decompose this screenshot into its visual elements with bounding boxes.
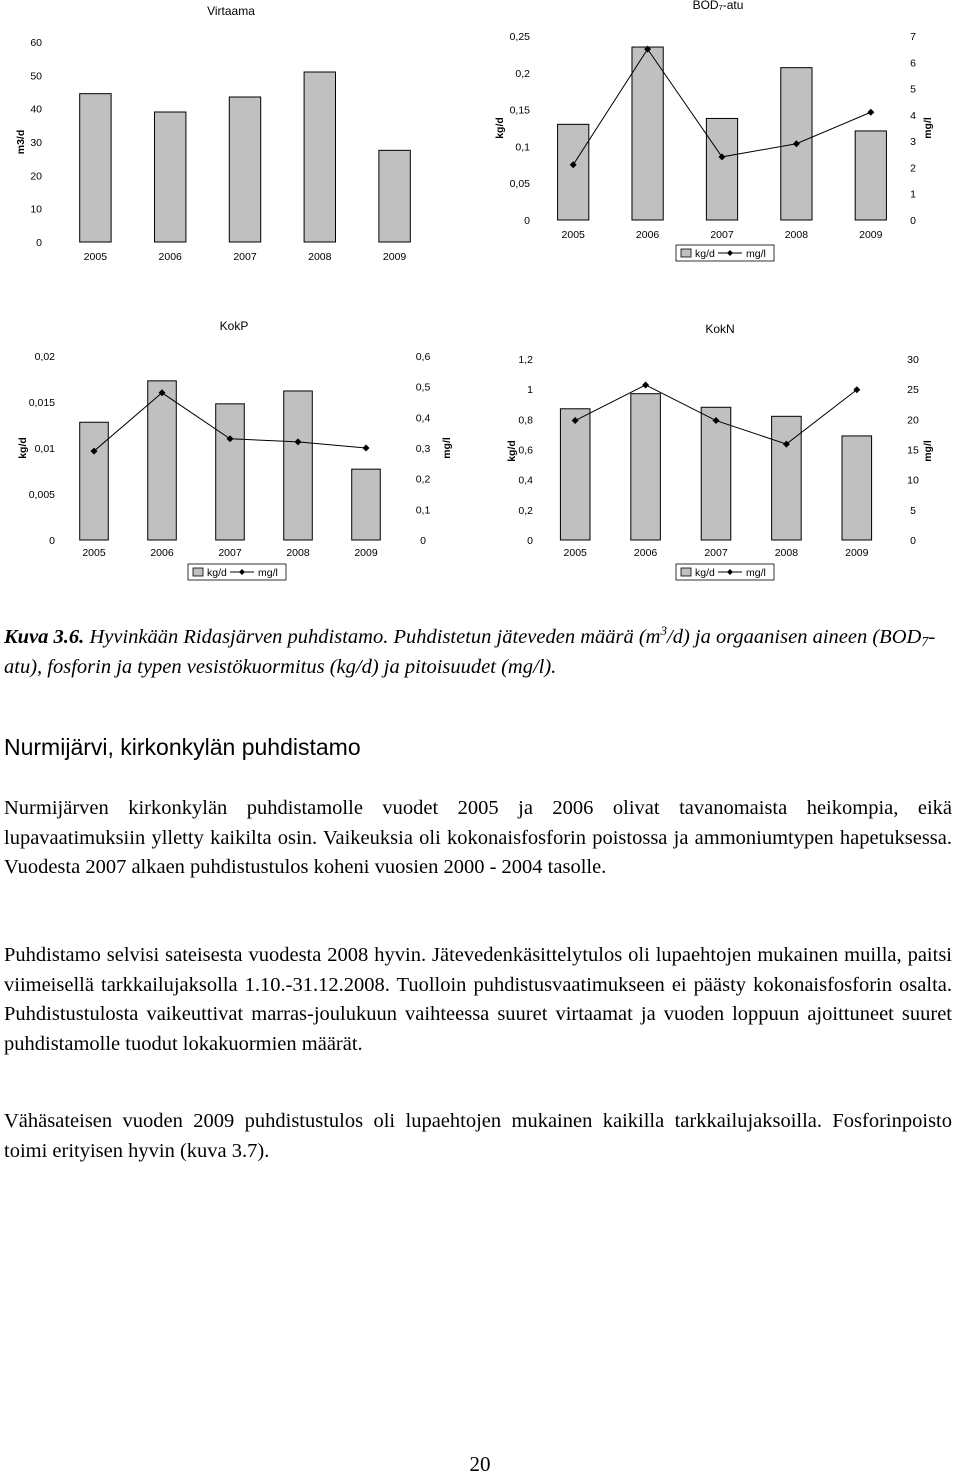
y-tick-label: 0,4 xyxy=(518,474,533,487)
bar-2008 xyxy=(772,416,802,540)
bar-2006 xyxy=(631,394,661,540)
x-tick-label: 2008 xyxy=(286,547,310,559)
chart-title: BOD₇-atu xyxy=(692,0,744,12)
legend-label-kg-d: kg/d xyxy=(695,248,715,260)
y2-tick-label: 0,4 xyxy=(415,412,431,425)
legend-bar-swatch xyxy=(681,568,691,576)
chart-title: Virtaama xyxy=(207,4,255,18)
x-tick-label: 2008 xyxy=(308,251,332,263)
y2-tick-label: 4 xyxy=(910,109,916,122)
y-tick-label: 0,15 xyxy=(509,104,530,117)
y-tick-label: 0,2 xyxy=(518,504,533,517)
x-tick-label: 2009 xyxy=(354,547,378,559)
legend-label-mg-l: mg/l xyxy=(746,248,766,260)
y2-tick-label: 0,2 xyxy=(415,473,431,486)
x-tick-label: 2005 xyxy=(561,229,585,241)
x-tick-label: 2009 xyxy=(845,547,869,559)
x-tick-label: 2006 xyxy=(633,547,658,559)
figure-caption xyxy=(4,622,952,682)
y2-tick-label: 15 xyxy=(907,444,919,457)
y-tick-label: 0 xyxy=(524,215,530,227)
y-tick-label: 60 xyxy=(30,37,42,49)
caption-text-3: -atu), fosforin ja typen vesistökuormitus (kg/d) ja pitoisuudet (mg/l). xyxy=(4,626,936,678)
x-tick-label: 2008 xyxy=(774,547,799,559)
legend-marker xyxy=(727,569,733,575)
y-tick-label: 30 xyxy=(30,137,42,149)
x-tick-label: 2006 xyxy=(158,251,182,263)
mg-l-point-2006 xyxy=(642,381,649,388)
section-heading: Nurmijärvi, kirkonkylän puhdistamo xyxy=(4,734,361,760)
y2-tick-label: 0,1 xyxy=(415,504,431,517)
y-tick-label: 0,005 xyxy=(28,489,55,501)
y2-axis-label: mg/l xyxy=(922,117,934,139)
y-tick-label: 1,2 xyxy=(518,354,533,366)
y-tick-label: 0 xyxy=(36,237,42,249)
y-tick-label: 1 xyxy=(527,384,533,397)
kokn-chart xyxy=(0,0,960,620)
y2-tick-label: 6 xyxy=(910,57,916,70)
legend-label-mg-l: mg/l xyxy=(746,567,766,579)
caption-text-1: Hyvinkään Ridasjärven puhdistamo. Puhdistetun jäteveden määrä (m xyxy=(84,626,661,648)
y-tick-label: 0,1 xyxy=(515,141,530,154)
bar-2007 xyxy=(701,407,731,540)
page-number: 20 xyxy=(469,1452,491,1476)
x-tick-label: 2009 xyxy=(859,229,883,241)
caption-text-2: /d) ja orgaanisen aineen (BOD xyxy=(667,626,922,648)
y2-tick-label: 5 xyxy=(910,504,916,517)
y-tick-label: 0 xyxy=(49,535,55,547)
y-tick-label: 40 xyxy=(30,103,42,116)
y-axis-label: m3/d xyxy=(15,129,27,155)
caption-label: Kuva 3.6. xyxy=(4,626,85,648)
y2-tick-label: 0 xyxy=(420,535,426,547)
x-tick-label: 2006 xyxy=(635,229,660,241)
legend-label-kg-d: kg/d xyxy=(207,567,227,579)
x-tick-label: 2007 xyxy=(704,547,728,559)
paragraph-1: Nurmijärven kirkonkylän puhdistamolle vuodet 2005 ja 2006 olivat tavanomaista heikompia, eikä lupavaatimuksiin ylletty kaikilta osin. Vaikeuksia oli kokonaisfosforin poistossa ja ammoniumtypen hapetuksessa. Vuodesta 2007 alkaen puhdistustulos koheni vuosien 2000 - 2004 tasolle. xyxy=(4,797,952,878)
chart-title: KokP xyxy=(219,319,249,333)
y-tick-label: 0,02 xyxy=(34,351,55,363)
y2-tick-label: 0 xyxy=(910,215,916,227)
y2-tick-label: 0,5 xyxy=(415,381,431,394)
y-tick-label: 0,2 xyxy=(515,67,530,80)
y-tick-label: 0,8 xyxy=(518,414,533,427)
y2-tick-label: 7 xyxy=(910,31,916,43)
bar-2009 xyxy=(842,436,872,540)
y2-tick-label: 3 xyxy=(910,136,916,149)
y-tick-label: 0,015 xyxy=(28,397,55,409)
y2-tick-label: 20 xyxy=(907,414,919,427)
y-tick-label: 10 xyxy=(30,203,42,216)
y-tick-label: 0,25 xyxy=(509,31,530,43)
paragraph-3: Vähäsateisen vuoden 2009 puhdistustulos oli lupaehtojen mukainen kaikilla tarkkailujaksoilla. Fosforinpoisto toimi erityisen hyvin (kuva 3.7). xyxy=(4,1110,952,1162)
y2-tick-label: 5 xyxy=(910,83,916,96)
y-tick-label: 0,05 xyxy=(509,178,530,191)
y2-tick-label: 30 xyxy=(907,354,919,366)
paragraph-2: Puhdistamo selvisi sateisesta vuodesta 2008 hyvin. Jätevedenkäsittelytulos oli lupaehtojen mukainen muilla, paitsi viimeisellä tarkkailujaksolla 1.10.-31.12.2008. Tuolloin puhdistusvaatimukseen ei päästy kokonaisfosforin osalta. Puhdistustulosta vaikeuttivat marras-joulukuun vaihteessa suuret virtaamat ja vuoden loppuun ajoittuneet suuret puhdistamolle tuodut lokakuormien määrät. xyxy=(4,944,952,1055)
x-tick-label: 2008 xyxy=(784,229,809,241)
y2-tick-label: 1 xyxy=(910,188,916,201)
y-axis-label: kg/d xyxy=(494,117,506,139)
y-tick-label: 0 xyxy=(527,535,533,547)
y-axis-label: kg/d xyxy=(17,437,29,459)
caption-sup: 3 xyxy=(660,623,667,638)
legend-label-mg-l: mg/l xyxy=(258,567,278,579)
y2-tick-label: 0,6 xyxy=(415,351,431,363)
chart-title: KokN xyxy=(705,322,735,336)
x-tick-label: 2005 xyxy=(563,547,587,559)
x-tick-label: 2007 xyxy=(218,547,242,559)
x-tick-label: 2007 xyxy=(233,251,257,263)
y2-axis-label: mg/l xyxy=(922,440,934,462)
y2-axis-label: mg/l xyxy=(441,437,453,459)
y-axis-label: kg/d xyxy=(506,440,518,462)
x-tick-label: 2005 xyxy=(83,251,108,263)
y2-tick-label: 0 xyxy=(910,535,916,547)
x-tick-label: 2005 xyxy=(82,547,106,559)
y2-tick-label: 10 xyxy=(907,474,919,487)
y2-tick-label: 2 xyxy=(910,162,916,175)
legend-label-kg-d: kg/d xyxy=(695,567,715,579)
x-tick-label: 2007 xyxy=(710,229,734,241)
y2-tick-label: 25 xyxy=(907,384,919,397)
y-tick-label: 50 xyxy=(30,70,42,83)
y-tick-label: 0,6 xyxy=(518,444,533,457)
x-tick-label: 2009 xyxy=(382,251,407,263)
x-tick-label: 2006 xyxy=(150,547,174,559)
y-tick-label: 0,01 xyxy=(34,443,55,455)
y2-tick-label: 0,3 xyxy=(415,443,431,455)
bar-2005 xyxy=(560,409,590,540)
y-tick-label: 20 xyxy=(30,170,42,183)
caption-sub: 7 xyxy=(921,635,929,650)
